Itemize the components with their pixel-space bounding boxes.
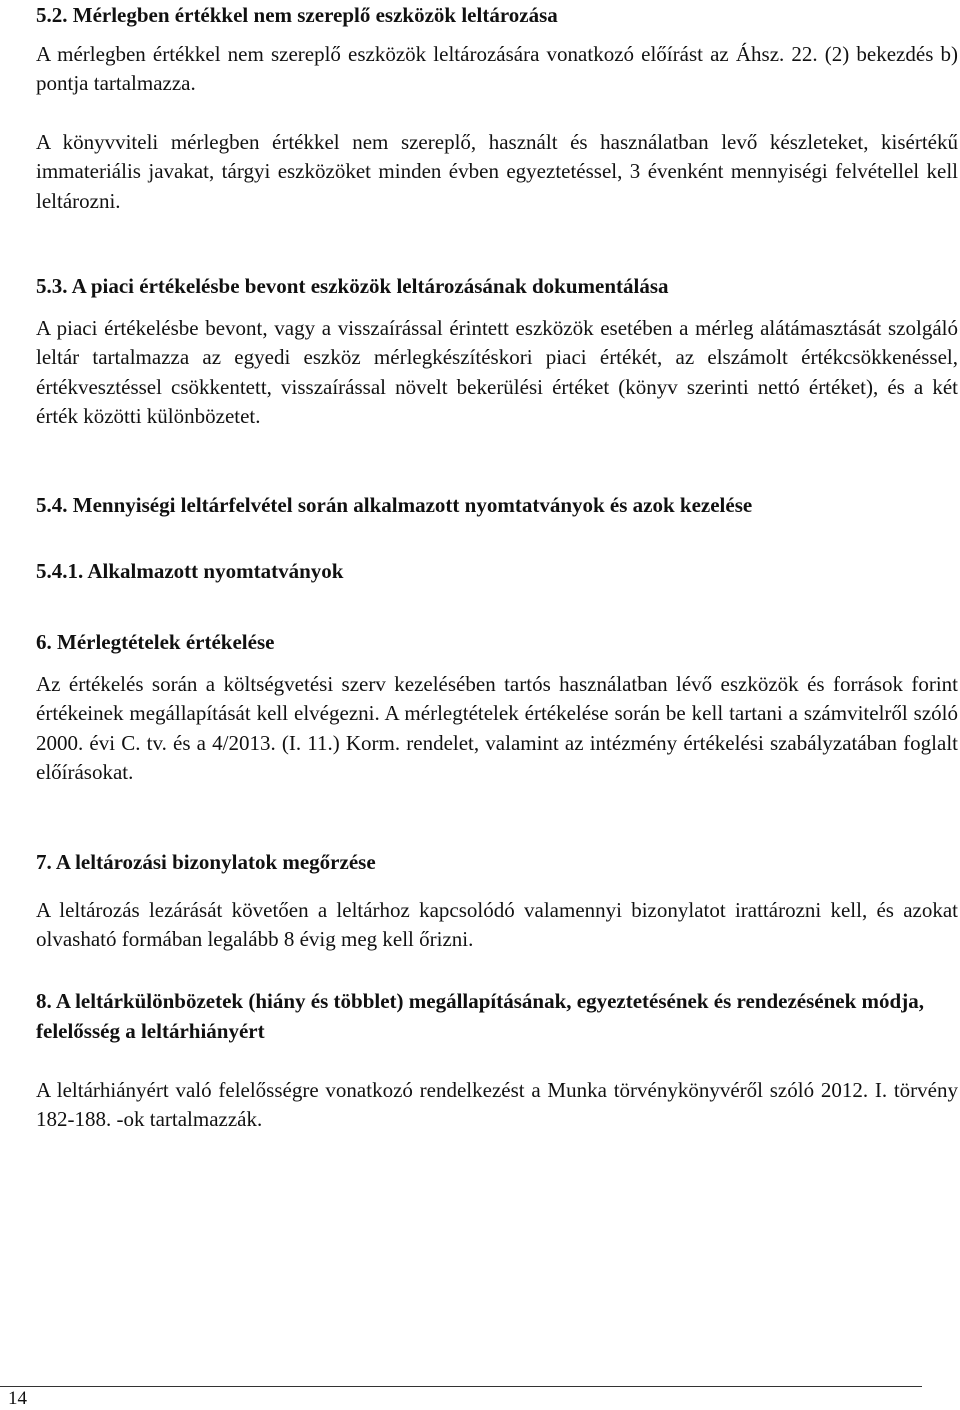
section-7-heading: 7. A leltározási bizonylatok megőrzése bbox=[36, 850, 376, 874]
section-6-heading: 6. Mérlegtételek értékelése bbox=[36, 630, 275, 654]
section-5-3-heading: 5.3. A piaci értékelésbe bevont eszközök leltározásának dokumentálása bbox=[36, 274, 669, 298]
section-5-4-1-heading: 5.4.1. Alkalmazott nyomtatványok bbox=[36, 559, 344, 583]
page-number: 14 bbox=[8, 1388, 27, 1409]
section-5-4-heading: 5.4. Mennyiségi leltárfelvétel során alkalmazott nyomtatványok és azok kezelése bbox=[36, 493, 753, 517]
section-5-2-heading: 5.2. Mérlegben értékkel nem szereplő eszközök leltározása bbox=[36, 3, 558, 27]
section-6-paragraph-1: Az értékelés során a költségvetési szerv kezelésében tartós használatban lévő eszközök és források forint értékeinek megállapítását kell elvégezni. A mérlegtételek értékelése során be kell tartani a számvitelről szóló 2000. évi C. tv. és a 4/2013. (I. 11.) Korm. rendelet, valamint az intézmény értékelési szabályzatában foglalt előírásokat. bbox=[36, 672, 958, 784]
section-5-2-paragraph-1: A mérlegben értékkel nem szereplő eszközök leltározására vonatkozó előírást az Áhsz. 22. (2) bekezdés b) pontja tartalmazza. bbox=[36, 42, 958, 96]
section-5-2-paragraph-2: A könyvviteli mérlegben értékkel nem szereplő, használt és használatban levő készleteket, kisértékű immateriális javakat, tárgyi eszközöket minden évben egyeztetéssel, 3 évenként mennyiségi felvétellel kell leltározni. bbox=[36, 130, 958, 213]
section-7-paragraph-1: A leltározás lezárását követően a leltárhoz kapcsolódó valamennyi bizonylatot irattározni kell, és azokat olvasható formában legalább 8 évig meg kell őrizni. bbox=[36, 898, 958, 952]
section-8-heading: 8. A leltárkülönbözetek (hiány és többlet) megállapításának, egyeztetésének és rendezésének módja, felelősség a leltárhiányért bbox=[36, 989, 924, 1043]
section-5-3-paragraph-1: A piaci értékelésbe bevont, vagy a visszaírással érintett eszközök esetében a mérleg alátámasztását szolgáló leltár tartalmazza az egyedi eszköz mérlegkészítéskori piaci értékét, az elszámolt értékcsökkenéssel, értékvesztéssel csökkentett, visszaírással növelt bekerülési értéket (könyv szerinti nettó értéket), és a két érték közötti különbözetet. bbox=[36, 316, 958, 428]
section-8-paragraph-1: A leltárhiányért való felelősségre vonatkozó rendelkezést a Munka törvénykönyvéről szóló 2012. I. törvény 182-188. -ok tartalmazzák. bbox=[36, 1078, 958, 1132]
footer-rule bbox=[0, 1386, 922, 1387]
